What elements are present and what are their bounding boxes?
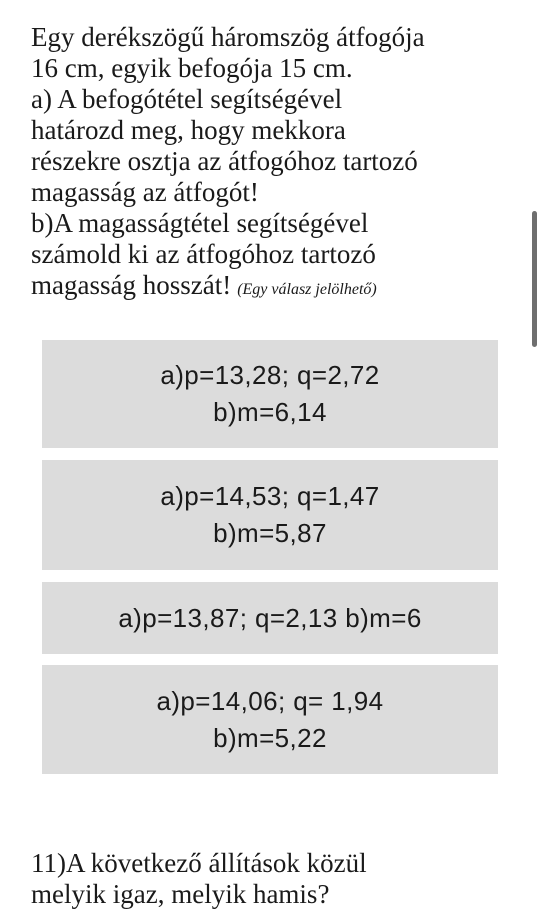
question-line: magasság hosszát! (31, 270, 232, 300)
question-line: 16 cm, egyik befogója 15 cm. (31, 53, 353, 83)
option-line-a: a)p=13,28; q=2,72 (160, 360, 380, 390)
question-line: számold ki az átfogóhoz tartozó (31, 239, 376, 269)
answer-option-1[interactable] (42, 340, 498, 448)
question-line: magasság az átfogót! (31, 177, 259, 207)
question-line-last (31, 270, 521, 305)
answer-hint: (Egy válasz jelölhető) (237, 281, 377, 298)
question-line: részekre osztja az átfogóhoz tartozó (31, 146, 418, 176)
option-line-b: b)m=6,14 (213, 397, 327, 427)
question-line: a) A befogótétel segítségével (31, 84, 343, 114)
question-line: b)A magasságtétel segítségével (31, 208, 369, 238)
next-question-line: 11)A következő állítások közül (31, 848, 367, 878)
option-line-a: a)p=13,87; q=2,13 b)m=6 (118, 602, 422, 633)
option-line-b: b)m=5,22 (213, 722, 327, 753)
question-line: határozd meg, hogy mekkora (31, 115, 346, 145)
scrollbar-thumb[interactable] (532, 211, 537, 347)
question-line: Egy derékszögű háromszög átfogója (31, 22, 425, 52)
answer-option-3[interactable] (42, 582, 498, 654)
option-line-a: a)p=14,53; q=1,47 (160, 481, 380, 511)
question-text (31, 22, 521, 305)
next-question-line: melyik igaz, melyik hamis? (31, 879, 330, 909)
answer-option-2[interactable] (42, 460, 498, 570)
next-question-text (31, 848, 531, 910)
option-line-b: b)m=5,87 (213, 518, 327, 548)
option-line-a: a)p=14,06; q= 1,94 (156, 685, 384, 716)
answer-option-4[interactable] (42, 665, 498, 774)
